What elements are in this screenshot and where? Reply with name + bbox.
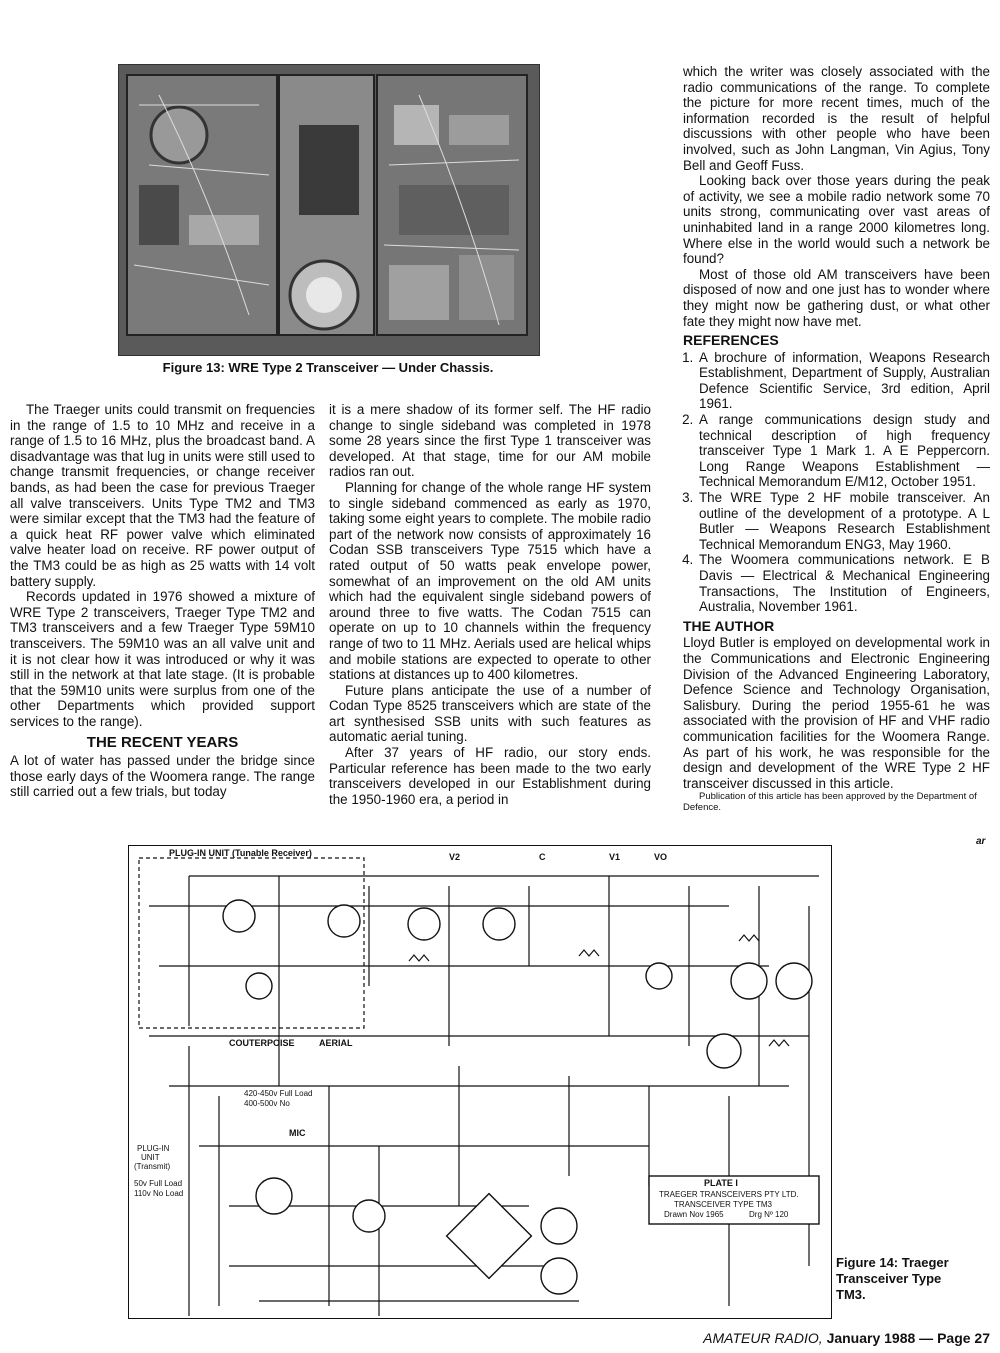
figure-14-caption: Figure 14: Traeger Transceiver Type TM3. <box>836 1255 949 1302</box>
paragraph: Looking back over those years during the peak of activity, we see a mobile radio network some 70 units strong, communicating over vast areas of uninhabited land in a range 2000 kilometres long. Where else in the world would such a network be found? <box>683 173 990 267</box>
plate-drg: Drg Nº 120 <box>749 1210 789 1219</box>
issue-date-page: January 1988 — Page 27 <box>826 1330 990 1346</box>
schematic-label-full-load-2: 50v Full Load <box>134 1179 183 1188</box>
paragraph: The Traeger units could transmit on frequencies in the range of 1.5 to 10 MHz and receive in a range of 1.5 to 16 MHz, plus the broadcast band. A disadvantage was that lug in units were still used to change transmit frequencies, or change receiver bands, as had been the case for previous Traeger all valve transceivers. Units Type TM2 and TM3 were similar except that the TM3 had the feature of a quick heat RF power valve which eliminated valve heater load on receive. RF power output of the TM3 could be as high as 25 watts with 14 volt battery supply. <box>10 402 315 589</box>
paragraph: it is a mere shadow of its former self. The HF radio change to single sideband was completed in 1978 some 28 years since the first Type 1 transceiver was developed. At that stage, time for our AM mobile radios ran out. <box>329 402 651 480</box>
plate-title: PLATE I <box>704 1178 738 1188</box>
article-column-2 <box>329 402 651 807</box>
references-heading: REFERENCES <box>683 332 779 349</box>
paragraph: which the writer was closely associated with the radio communications of the range. To complete the picture for more recent times, much of the information recorded is the result of helpful discussions with other people who have been involved, such as John Langman, Vin Agius, Tony Bell and Geoff Fuss. <box>683 64 990 173</box>
schematic-label-v1: V1 <box>609 852 621 862</box>
author-heading: THE AUTHOR <box>683 617 775 634</box>
schematic-label-plugin-receiver: PLUG-IN UNIT (Tunable Receiver) <box>169 848 312 858</box>
section-heading: THE RECENT YEARS <box>86 734 239 752</box>
paragraph: A lot of water has passed under the bridge since those early days of the Woomera range. The range still carried out a few trials, but today <box>10 753 315 800</box>
author-paragraph: Lloyd Butler is employed on developmental work in the Communications and Electronic Engineering Division of the Advanced Engineering Laboratory, Defence Science and Technology Organisation, Salisbury. During the period 1955-61 he was associated with the provision of HF and VHF radio communication facilities for the Woomera Range. As part of his work, he was responsible for the design and development of the WRE Type 2 HF transceiver discussed in this article. <box>683 635 990 791</box>
paragraph: After 37 years of HF radio, our story ends. Particular reference has been made to the two early transceivers developed in our Establishment during the 1950-1960 era, a period in <box>329 745 651 807</box>
paragraph: Most of those old AM transceivers have been disposed of now and one just has to wonder where they might now be gathering dust, or what other fate they might now have met. <box>683 266 990 329</box>
article-column-1 <box>10 402 315 800</box>
figure-13-caption: Figure 13: WRE Type 2 Transceiver — Under Chassis. <box>162 360 494 375</box>
paragraph: Records updated in 1976 showed a mixture of WRE Type 2 transceivers, Traeger Type TM2 and TM3 transceivers and a few Traeger Type 59M10 transceivers. The 59M10 was an all valve unit and it is not clear how it was introduced or why it was still in the network at that late stage. (It is probable that the 59M10 units were surplus from one of the other Departments which provided support services to the range). <box>10 589 315 729</box>
schematic-label-no-load-2: 110v No Load <box>134 1189 184 1198</box>
schematic-label-plugin-transmit-3: (Transmit) <box>134 1162 171 1171</box>
reference-item: 1. A brochure of information, Weapons Research Establishment, Department of Supply, Australian Defence Scientific Service, 3rd edition, April 1961. <box>697 350 990 412</box>
reference-item: 2. A range communications design study and technical description of high frequency transceiver Type 1 Mark 1. A E Peppercorn. Long Range Weapons Establishment — Technical Memorandum E/M12, October 1951. <box>697 412 990 490</box>
schematic-label-couterpoise: COUTERPOISE <box>229 1038 295 1048</box>
paragraph: Planning for change of the whole range HF system to single sideband commenced as early as 1970, taking some eight years to complete. The mobile radio part of the network now consists of approximately 16 Codan SSB transceivers Type 7515 which have a rated output of 50 watts peak envelope power, somewhat of an improvement on the old AM units which had the equivalent single sideband powers of around three to five watts. The Codan 7515 can operate on up to 10 channels within the frequency range of two to 11 MHz. Aerials used are helical whips and mobile stations are expected to operate to other stations at distances up to 400 kilometres. <box>329 479 651 683</box>
schematic-label-mic: MIC <box>289 1128 306 1138</box>
figure-14-schematic <box>128 845 832 1319</box>
approval-note: Publication of this article has been approved by the Department of Defence. <box>683 791 977 814</box>
reference-item: 3. The WRE Type 2 HF mobile transceiver. An outline of the development of a prototype. A L Butler — Weapons Research Establishment Technical Memorandum ENG3, May 1960. <box>697 490 990 552</box>
page-footer <box>620 1330 990 1346</box>
schematic-label-v2: V2 <box>449 852 461 862</box>
references-list <box>683 350 990 615</box>
schematic-label-plugin-transmit-1: PLUG-IN <box>137 1144 170 1153</box>
figure-13-photo <box>118 64 540 356</box>
schematic-label-vo: VO <box>654 852 668 862</box>
schematic-label-aerial: AERIAL <box>319 1038 353 1048</box>
plate-drawn: Drawn Nov 1965 <box>664 1210 724 1219</box>
reference-item: 4. The Woomera communications network. E B Davis — Electrical & Mechanical Engineering Transactions, The Institution of Engineers, Australia, November 1961. <box>697 552 990 614</box>
magazine-name: AMATEUR RADIO, <box>703 1330 823 1346</box>
schematic-label-c: C <box>539 852 546 862</box>
paragraph: Future plans anticipate the use of a number of Codan Type 8525 transceivers which are state of the art synthesised SSB units with such features as automatic aerial tuning. <box>329 682 651 745</box>
schematic-label-plugin-transmit-2: UNIT <box>141 1153 160 1162</box>
plate-company: TRAEGER TRANSCEIVERS PTY LTD. <box>659 1190 799 1199</box>
article-column-3 <box>683 64 990 813</box>
schematic-label-no-load-1: 400-500v No <box>244 1099 290 1108</box>
plate-type: TRANSCEIVER TYPE TM3 <box>674 1200 772 1209</box>
end-mark: ar <box>976 836 986 847</box>
schematic-label-full-load-1: 420-450v Full Load <box>244 1089 313 1098</box>
